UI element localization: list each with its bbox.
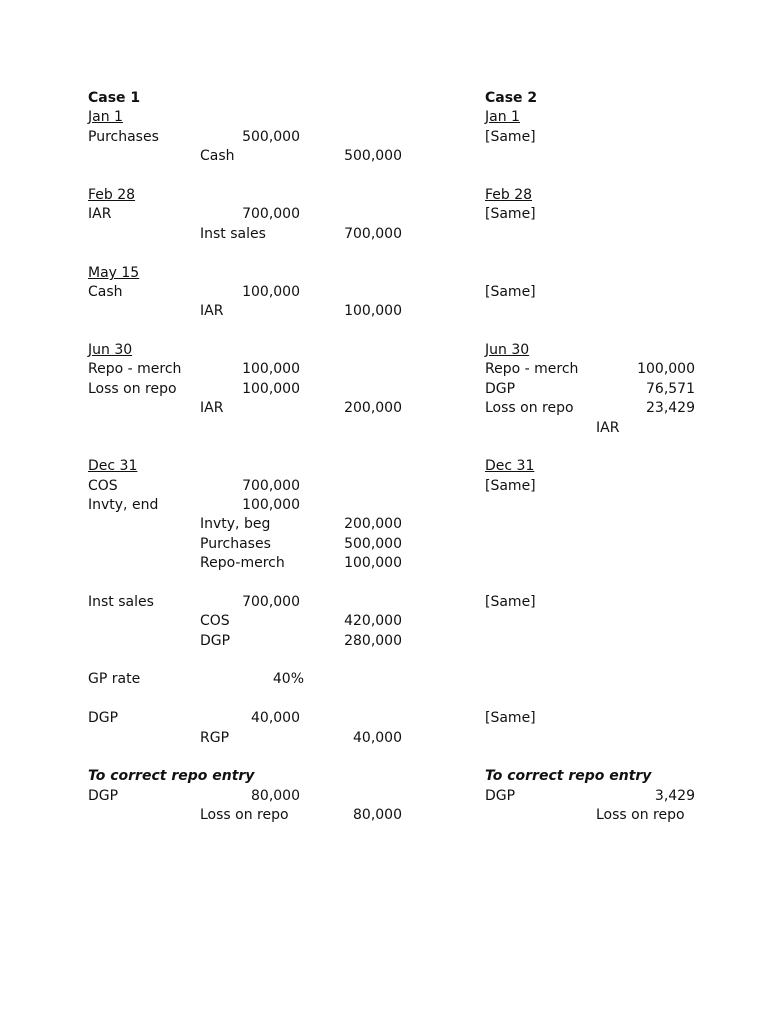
case1-dec31-credit1-account: Invty, beg [200, 516, 271, 532]
case1-feb28-date: Feb 28 [88, 187, 136, 203]
case1-may15-date: May 15 [88, 265, 140, 281]
case2-jun30-debit2-account: DGP [485, 381, 516, 397]
case2-close-note: [Same] [485, 594, 536, 610]
case2-jan1-note: [Same] [485, 129, 536, 145]
case1-rgp-credit-amount: 40,000 [353, 730, 402, 746]
case1-correct-heading: To correct repo entry [88, 768, 255, 784]
case1-rgp-credit-account: RGP [200, 730, 230, 746]
case1-jun30-debit1-account: Repo - merch [88, 361, 182, 377]
case2-rgp-note: [Same] [485, 710, 536, 726]
case2-correct-heading: To correct repo entry [485, 768, 652, 784]
case1-may15-debit-account: Cash [88, 284, 123, 300]
case1-close-debit-amount: 700,000 [242, 594, 300, 610]
case1-feb28-debit-amount: 700,000 [242, 206, 300, 222]
case1-correct-debit-account: DGP [88, 788, 119, 804]
case2-jun30-debit3-amount: 23,429 [646, 400, 695, 416]
case1-may15-credit-amount: 100,000 [344, 303, 402, 319]
case1-gp-rate-label: GP rate [88, 671, 141, 687]
case1-feb28-credit-amount: 700,000 [344, 226, 402, 242]
case1-correct-debit-amount: 80,000 [251, 788, 300, 804]
case1-close-credit1-account: COS [200, 613, 230, 629]
case1-dec31-credit2-account: Purchases [200, 536, 271, 552]
case1-close-debit-account: Inst sales [88, 594, 154, 610]
case2-correct-debit-account: DGP [485, 788, 516, 804]
case2-jun30-debit1-account: Repo - merch [485, 361, 579, 377]
case1-correct-credit-account: Loss on repo [200, 807, 289, 823]
case1-jan1-debit-amount: 500,000 [242, 129, 300, 145]
case1-jun30-debit2-account: Loss on repo [88, 381, 177, 397]
case1-jun30-credit-account: IAR [200, 400, 224, 416]
case1-dec31-credit3-amount: 100,000 [344, 555, 402, 571]
case1-title: Case 1 [88, 90, 141, 106]
case2-dec31-date: Dec 31 [485, 458, 535, 474]
case2-jun30-credit-account: IAR [596, 420, 620, 436]
case1-jan1-date: Jan 1 [88, 109, 123, 125]
case1-dec31-date: Dec 31 [88, 458, 138, 474]
case1-jun30-date: Jun 30 [88, 342, 133, 358]
case1-dec31-credit1-amount: 200,000 [344, 516, 402, 532]
case1-feb28-credit-account: Inst sales [200, 226, 266, 242]
case1-feb28-debit-account: IAR [88, 206, 112, 222]
case1-may15-debit-amount: 100,000 [242, 284, 300, 300]
case1-dec31-debit1-amount: 700,000 [242, 478, 300, 494]
case1-rgp-debit-account: DGP [88, 710, 119, 726]
case2-jan1-date: Jan 1 [485, 109, 520, 125]
case1-dec31-credit3-account: Repo-merch [200, 555, 285, 571]
case2-correct-credit-account: Loss on repo [596, 807, 685, 823]
case1-rgp-debit-amount: 40,000 [251, 710, 300, 726]
case1-dec31-credit2-amount: 500,000 [344, 536, 402, 552]
case1-jan1-debit-account: Purchases [88, 129, 159, 145]
case1-dec31-debit2-amount: 100,000 [242, 497, 300, 513]
case1-jan1-credit-amount: 500,000 [344, 148, 402, 164]
case2-feb28-note: [Same] [485, 206, 536, 222]
case1-jun30-credit-amount: 200,000 [344, 400, 402, 416]
case2-may15-note: [Same] [485, 284, 536, 300]
case2-jun30-date: Jun 30 [485, 342, 530, 358]
case2-jun30-debit3-account: Loss on repo [485, 400, 574, 416]
case2-feb28-date: Feb 28 [485, 187, 533, 203]
case2-title: Case 2 [485, 90, 538, 106]
case2-jun30-debit2-amount: 76,571 [646, 381, 695, 397]
case1-close-credit1-amount: 420,000 [344, 613, 402, 629]
case1-close-credit2-account: DGP [200, 633, 231, 649]
case1-jun30-debit2-amount: 100,000 [242, 381, 300, 397]
case1-dec31-debit1-account: COS [88, 478, 118, 494]
case1-close-credit2-amount: 280,000 [344, 633, 402, 649]
case1-jan1-credit-account: Cash [200, 148, 235, 164]
case2-correct-debit-amount: 3,429 [654, 788, 695, 804]
case1-dec31-debit2-account: Invty, end [88, 497, 159, 513]
case1-jun30-debit1-amount: 100,000 [242, 361, 300, 377]
case2-jun30-debit1-amount: 100,000 [637, 361, 695, 377]
case1-correct-credit-amount: 80,000 [353, 807, 402, 823]
case1-may15-credit-account: IAR [200, 303, 224, 319]
case1-gp-rate-value: 40% [272, 671, 304, 687]
case2-dec31-note: [Same] [485, 478, 536, 494]
